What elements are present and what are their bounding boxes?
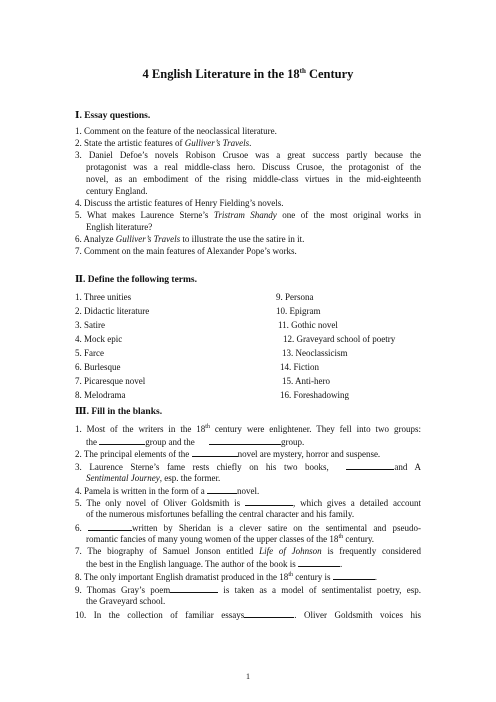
essay-question-3-cont: novel, as an embodiment of the rising middle-class virtues in the mid-eighteenth [86, 174, 421, 184]
essay-question-3: 3. Daniel Defoe’s novels Robison Crusoe was a great success partly because the [75, 150, 421, 160]
term-item: 9. Persona [276, 292, 314, 302]
answer-blank[interactable] [245, 497, 293, 506]
term-item: 11. Gothic novel [278, 320, 338, 330]
term-item: 12. Graveyard school of poetry [283, 334, 396, 344]
term-item: 6. Burlesque [75, 362, 121, 372]
fill-question-6: 6. written by Sheridan is a clever satire on the sentimental and pseudo- [75, 523, 421, 533]
fill-question-1: 1. Most of the writers in the 18th century were enlightener. They fell into two groups: [75, 424, 421, 434]
page-number: 1 [246, 672, 250, 681]
fill-question-2: 2. The principal elements of the novel are mystery, horror and suspense. [75, 449, 381, 459]
term-item: 16. Foreshadowing [280, 390, 349, 400]
answer-blank[interactable] [346, 461, 394, 470]
answer-blank[interactable] [209, 436, 281, 445]
essay-question-3-cont: protagonist was a real middle-class hero. Discuss Crusoe, the protagonist of the [86, 162, 421, 172]
term-item: 4. Mock epic [75, 334, 123, 344]
answer-blank[interactable] [88, 522, 132, 531]
term-item: 1. Three unities [75, 292, 132, 302]
fill-question-5-cont: of the numerous misfortunes befalling the central character and his family. [86, 509, 355, 519]
essay-question-6: 6. Analyze Gulliver’s Travels to illustrate the use the satire in it. [75, 234, 305, 244]
answer-blank[interactable] [207, 485, 237, 494]
term-item: 15. Anti-hero [282, 376, 330, 386]
fill-question-5: 5. The only novel of Oliver Goldsmith is , which gives a detailed account [75, 498, 421, 508]
fill-question-3: 3. Laurence Sterne’s fame rests chiefly on his two books, and A [75, 462, 421, 472]
fill-question-8: 8. The only important English dramatist produced in the 18th century is . [75, 572, 377, 582]
term-item: 14. Fiction [280, 362, 320, 372]
answer-blank[interactable] [192, 448, 238, 457]
essay-question-3-cont: century England. [86, 186, 148, 196]
fill-question-10: 10. In the collection of familiar essays . Oliver Goldsmith voices his [75, 610, 421, 620]
fill-question-9-cont: the Graveyard school. [86, 596, 166, 606]
fill-question-9: 9. Thomas Gray’s poem is taken as a model of sentimentalist poetry, esp. [75, 585, 422, 595]
answer-blank[interactable] [170, 584, 218, 593]
fill-question-3-cont: Sentimental Journey, esp. the former. [86, 473, 221, 483]
term-item: 3. Satire [75, 320, 105, 330]
essay-question-5: 5. What makes Laurence Sterne’s Tristram Shandy one of the most original works in [75, 210, 422, 220]
term-item: 8. Melodrama [75, 390, 126, 400]
essay-question-1: 1. Comment on the feature of the neoclassical literature. [75, 126, 277, 136]
essay-question-5-cont: English literature? [86, 222, 153, 232]
answer-blank[interactable] [99, 436, 145, 445]
term-item: 7. Picaresque novel [75, 376, 146, 386]
term-item: 13. Neoclassicism [282, 348, 348, 358]
section-heading-define: Ⅱ. Define the following terms. [75, 275, 197, 285]
page-title: 4 English Literature in the 18th Century [142, 66, 354, 81]
fill-question-7: 7. The biography of Samuel Jonson entitled Life of Johnson is frequently considered [75, 546, 421, 556]
essay-question-2: 2. State the artistic features of Gulliver’s Travels. [75, 138, 252, 148]
fill-question-4: 4. Pamela is written in the form of a novel. [75, 486, 260, 496]
fill-question-7-cont: the best in the English language. The author of the book is . [86, 559, 343, 569]
term-item: 5. Farce [75, 348, 104, 358]
fill-question-1-cont: the group and the group. [86, 437, 305, 447]
answer-blank[interactable] [298, 558, 340, 567]
term-item: 2. Didactic literature [75, 306, 150, 316]
essay-question-4: 4. Discuss the artistic features of Henry Fielding’s novels. [75, 198, 284, 208]
answer-blank[interactable] [333, 571, 375, 580]
term-item: 10. Epigram [276, 306, 321, 316]
answer-blank[interactable] [244, 609, 294, 618]
section-heading-essay: Ⅰ. Essay questions. [75, 111, 151, 121]
section-heading-fill: Ⅲ. Fill in the blanks. [75, 407, 163, 417]
essay-question-7: 7. Comment on the main features of Alexander Pope’s works. [75, 246, 297, 256]
fill-question-6-cont: romantic fancies of many young women of the upper classes of the 18th century. [86, 534, 375, 544]
